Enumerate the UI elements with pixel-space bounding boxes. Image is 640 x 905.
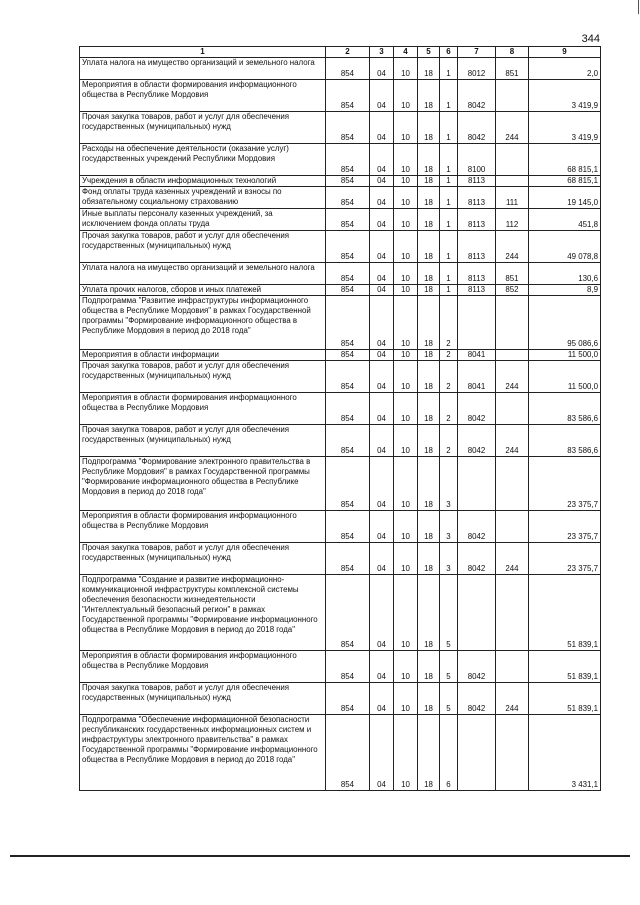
table-row xyxy=(80,511,601,543)
amount-cell: 3 419,9 xyxy=(529,80,601,112)
section-code-cell: 04 xyxy=(370,187,394,209)
item-name-cell: Фонд оплаты труда казенных учреждений и взносы по обязательному социальному страхованию xyxy=(80,187,326,209)
program-code-cell: 18 xyxy=(418,651,440,683)
corner-mark xyxy=(630,0,639,14)
item-name-cell: Уплата налога на имущество организаций и земельного налога xyxy=(80,263,326,285)
section-code-cell: 04 xyxy=(370,209,394,231)
table-row xyxy=(80,425,601,457)
item-name-cell: Прочая закупка товаров, работ и услуг для обеспечения государственных (муниципальных) нужд xyxy=(80,683,326,715)
header-cell: 6 xyxy=(440,47,458,58)
section-code-cell: 04 xyxy=(370,425,394,457)
expense-item-code-cell: 8113 xyxy=(458,187,496,209)
section-code-cell: 04 xyxy=(370,285,394,296)
budget-table xyxy=(79,46,601,791)
ministry-code-cell: 854 xyxy=(326,543,370,575)
table-row xyxy=(80,393,601,425)
program-code-cell: 18 xyxy=(418,715,440,791)
item-name-cell: Прочая закупка товаров, работ и услуг для обеспечения государственных (муниципальных) нужд xyxy=(80,112,326,144)
expense-type-code-cell: 244 xyxy=(496,112,529,144)
table-row xyxy=(80,176,601,187)
ministry-code-cell: 854 xyxy=(326,393,370,425)
section-code-cell: 04 xyxy=(370,457,394,511)
expense-item-code-cell: 8012 xyxy=(458,58,496,80)
table-body xyxy=(80,58,601,791)
section-code-cell: 04 xyxy=(370,361,394,393)
expense-type-code-cell: 244 xyxy=(496,231,529,263)
table-row xyxy=(80,350,601,361)
expense-type-code-cell: 852 xyxy=(496,285,529,296)
program-code-cell: 18 xyxy=(418,176,440,187)
subprogram-code-cell: 1 xyxy=(440,144,458,176)
program-code-cell: 18 xyxy=(418,543,440,575)
section-code-cell: 04 xyxy=(370,350,394,361)
item-name-cell: Учреждения в области информационных технологий xyxy=(80,176,326,187)
item-name-cell: Мероприятия в области формирования информационного общества в Республике Мордовия xyxy=(80,393,326,425)
subsection-code-cell: 10 xyxy=(394,457,418,511)
subsection-code-cell: 10 xyxy=(394,112,418,144)
amount-cell: 3 419,9 xyxy=(529,112,601,144)
expense-item-code-cell: 8042 xyxy=(458,393,496,425)
subsection-code-cell: 10 xyxy=(394,187,418,209)
item-name-cell: Прочая закупка товаров, работ и услуг для обеспечения государственных (муниципальных) нужд xyxy=(80,361,326,393)
expense-item-code-cell xyxy=(458,457,496,511)
amount-cell: 23 375,7 xyxy=(529,511,601,543)
amount-cell: 19 145,0 xyxy=(529,187,601,209)
section-code-cell: 04 xyxy=(370,575,394,651)
expense-item-code-cell: 8113 xyxy=(458,231,496,263)
expense-type-code-cell xyxy=(496,144,529,176)
ministry-code-cell: 854 xyxy=(326,683,370,715)
expense-item-code-cell xyxy=(458,715,496,791)
item-name-cell: Мероприятия в области формирования информационного общества в Республике Мордовия xyxy=(80,80,326,112)
table-row xyxy=(80,209,601,231)
expense-type-code-cell: 111 xyxy=(496,187,529,209)
program-code-cell: 18 xyxy=(418,231,440,263)
section-code-cell: 04 xyxy=(370,58,394,80)
subprogram-code-cell: 5 xyxy=(440,683,458,715)
expense-item-code-cell: 8113 xyxy=(458,209,496,231)
ministry-code-cell: 854 xyxy=(326,575,370,651)
expense-type-code-cell xyxy=(496,511,529,543)
program-code-cell: 18 xyxy=(418,296,440,350)
subsection-code-cell: 10 xyxy=(394,683,418,715)
item-name-cell: Прочая закупка товаров, работ и услуг для обеспечения государственных (муниципальных) нужд xyxy=(80,425,326,457)
section-code-cell: 04 xyxy=(370,683,394,715)
subsection-code-cell: 10 xyxy=(394,231,418,263)
header-cell: 4 xyxy=(394,47,418,58)
subsection-code-cell: 10 xyxy=(394,144,418,176)
expense-item-code-cell: 8042 xyxy=(458,511,496,543)
ministry-code-cell: 854 xyxy=(326,231,370,263)
ministry-code-cell: 854 xyxy=(326,112,370,144)
subprogram-code-cell: 2 xyxy=(440,425,458,457)
subsection-code-cell: 10 xyxy=(394,575,418,651)
subsection-code-cell: 10 xyxy=(394,285,418,296)
subprogram-code-cell: 3 xyxy=(440,511,458,543)
expense-type-code-cell xyxy=(496,296,529,350)
expense-item-code-cell: 8041 xyxy=(458,361,496,393)
expense-item-code-cell: 8100 xyxy=(458,144,496,176)
subprogram-code-cell: 1 xyxy=(440,285,458,296)
program-code-cell: 18 xyxy=(418,285,440,296)
amount-cell: 23 375,7 xyxy=(529,457,601,511)
program-code-cell: 18 xyxy=(418,58,440,80)
section-code-cell: 04 xyxy=(370,296,394,350)
ministry-code-cell: 854 xyxy=(326,715,370,791)
ministry-code-cell: 854 xyxy=(326,425,370,457)
expense-item-code-cell: 8042 xyxy=(458,80,496,112)
program-code-cell: 18 xyxy=(418,350,440,361)
expense-item-code-cell xyxy=(458,296,496,350)
expense-type-code-cell: 112 xyxy=(496,209,529,231)
ministry-code-cell: 854 xyxy=(326,263,370,285)
ministry-code-cell: 854 xyxy=(326,350,370,361)
expense-type-code-cell: 851 xyxy=(496,58,529,80)
header-cell: 3 xyxy=(370,47,394,58)
table-row xyxy=(80,285,601,296)
expense-item-code-cell: 8113 xyxy=(458,176,496,187)
table-row xyxy=(80,543,601,575)
expense-type-code-cell: 244 xyxy=(496,361,529,393)
amount-cell: 130,6 xyxy=(529,263,601,285)
subsection-code-cell: 10 xyxy=(394,651,418,683)
amount-cell: 11 500,0 xyxy=(529,361,601,393)
section-code-cell: 04 xyxy=(370,393,394,425)
subsection-code-cell: 10 xyxy=(394,209,418,231)
header-cell: 7 xyxy=(458,47,496,58)
subprogram-code-cell: 1 xyxy=(440,58,458,80)
program-code-cell: 18 xyxy=(418,144,440,176)
header-row xyxy=(80,47,601,58)
program-code-cell: 18 xyxy=(418,209,440,231)
footer-rule xyxy=(10,855,630,857)
item-name-cell: Иные выплаты персоналу казенных учреждений, за исключением фонда оплаты труда xyxy=(80,209,326,231)
ministry-code-cell: 854 xyxy=(326,187,370,209)
amount-cell: 3 431,1 xyxy=(529,715,601,791)
subprogram-code-cell: 2 xyxy=(440,393,458,425)
amount-cell: 68 815,1 xyxy=(529,176,601,187)
expense-type-code-cell xyxy=(496,457,529,511)
amount-cell: 51 839,1 xyxy=(529,651,601,683)
subprogram-code-cell: 5 xyxy=(440,575,458,651)
expense-type-code-cell xyxy=(496,575,529,651)
amount-cell: 51 839,1 xyxy=(529,575,601,651)
section-code-cell: 04 xyxy=(370,263,394,285)
expense-item-code-cell: 8113 xyxy=(458,285,496,296)
amount-cell: 2,0 xyxy=(529,58,601,80)
subsection-code-cell: 10 xyxy=(394,58,418,80)
item-name-cell: Подпрограмма "Формирование электронного правительства в Республике Мордовия" в рамках Государственной программы "Формирование информационного общества в Республике Мордовия в период до 2018 года" xyxy=(80,457,326,511)
table-row xyxy=(80,683,601,715)
expense-type-code-cell: 244 xyxy=(496,425,529,457)
subsection-code-cell: 10 xyxy=(394,361,418,393)
section-code-cell: 04 xyxy=(370,715,394,791)
program-code-cell: 18 xyxy=(418,575,440,651)
program-code-cell: 18 xyxy=(418,425,440,457)
subsection-code-cell: 10 xyxy=(394,80,418,112)
expense-type-code-cell xyxy=(496,176,529,187)
ministry-code-cell: 854 xyxy=(326,285,370,296)
table-row xyxy=(80,187,601,209)
expense-item-code-cell: 8042 xyxy=(458,425,496,457)
page-number: 344 xyxy=(581,33,600,45)
section-code-cell: 04 xyxy=(370,511,394,543)
amount-cell: 23 375,7 xyxy=(529,543,601,575)
subsection-code-cell: 10 xyxy=(394,393,418,425)
item-name-cell: Уплата прочих налогов, сборов и иных платежей xyxy=(80,285,326,296)
subprogram-code-cell: 3 xyxy=(440,543,458,575)
section-code-cell: 04 xyxy=(370,543,394,575)
expense-item-code-cell: 8042 xyxy=(458,543,496,575)
expense-item-code-cell: 8041 xyxy=(458,350,496,361)
amount-cell: 83 586,6 xyxy=(529,425,601,457)
expense-item-code-cell: 8113 xyxy=(458,263,496,285)
expense-type-code-cell: 244 xyxy=(496,543,529,575)
expense-type-code-cell xyxy=(496,651,529,683)
amount-cell: 8,9 xyxy=(529,285,601,296)
program-code-cell: 18 xyxy=(418,393,440,425)
subprogram-code-cell: 1 xyxy=(440,231,458,263)
ministry-code-cell: 854 xyxy=(326,296,370,350)
header-cell: 8 xyxy=(496,47,529,58)
table-row xyxy=(80,112,601,144)
program-code-cell: 18 xyxy=(418,187,440,209)
amount-cell: 451,8 xyxy=(529,209,601,231)
subprogram-code-cell: 1 xyxy=(440,176,458,187)
section-code-cell: 04 xyxy=(370,651,394,683)
table-row xyxy=(80,80,601,112)
subsection-code-cell: 10 xyxy=(394,715,418,791)
subsection-code-cell: 10 xyxy=(394,296,418,350)
section-code-cell: 04 xyxy=(370,144,394,176)
subprogram-code-cell: 5 xyxy=(440,651,458,683)
header-cell: 2 xyxy=(326,47,370,58)
item-name-cell: Расходы на обеспечение деятельности (оказание услуг) государственных учреждений Республики Мордовия xyxy=(80,144,326,176)
table-row xyxy=(80,263,601,285)
amount-cell: 83 586,6 xyxy=(529,393,601,425)
subsection-code-cell: 10 xyxy=(394,425,418,457)
item-name-cell: Подпрограмма "Развитие инфраструктуры информационного общества в Республике Мордовия" в рамках Государственной программы "Формирование информационного общества в Республике Мордовия в период до 2018 года" xyxy=(80,296,326,350)
program-code-cell: 18 xyxy=(418,263,440,285)
program-code-cell: 18 xyxy=(418,683,440,715)
subprogram-code-cell: 3 xyxy=(440,457,458,511)
table-row xyxy=(80,144,601,176)
ministry-code-cell: 854 xyxy=(326,361,370,393)
expense-type-code-cell: 244 xyxy=(496,683,529,715)
table-row xyxy=(80,361,601,393)
subprogram-code-cell: 6 xyxy=(440,715,458,791)
item-name-cell: Мероприятия в области информации xyxy=(80,350,326,361)
section-code-cell: 04 xyxy=(370,176,394,187)
expense-item-code-cell: 8042 xyxy=(458,651,496,683)
ministry-code-cell: 854 xyxy=(326,80,370,112)
amount-cell: 11 500,0 xyxy=(529,350,601,361)
subprogram-code-cell: 1 xyxy=(440,263,458,285)
section-code-cell: 04 xyxy=(370,112,394,144)
table-row xyxy=(80,575,601,651)
item-name-cell: Мероприятия в области формирования информационного общества в Республике Мордовия xyxy=(80,511,326,543)
ministry-code-cell: 854 xyxy=(326,511,370,543)
table-row xyxy=(80,715,601,791)
program-code-cell: 18 xyxy=(418,80,440,112)
item-name-cell: Прочая закупка товаров, работ и услуг для обеспечения государственных (муниципальных) нужд xyxy=(80,231,326,263)
section-code-cell: 04 xyxy=(370,80,394,112)
subsection-code-cell: 10 xyxy=(394,176,418,187)
expense-item-code-cell xyxy=(458,575,496,651)
subsection-code-cell: 10 xyxy=(394,350,418,361)
expense-type-code-cell xyxy=(496,393,529,425)
table-row xyxy=(80,651,601,683)
ministry-code-cell: 854 xyxy=(326,144,370,176)
expense-item-code-cell: 8042 xyxy=(458,112,496,144)
ministry-code-cell: 854 xyxy=(326,58,370,80)
amount-cell: 49 078,8 xyxy=(529,231,601,263)
header-cell: 1 xyxy=(80,47,326,58)
subprogram-code-cell: 2 xyxy=(440,296,458,350)
item-name-cell: Уплата налога на имущество организаций и земельного налога xyxy=(80,58,326,80)
item-name-cell: Мероприятия в области формирования информационного общества в Республике Мордовия xyxy=(80,651,326,683)
subprogram-code-cell: 1 xyxy=(440,112,458,144)
amount-cell: 51 839,1 xyxy=(529,683,601,715)
amount-cell: 95 086,6 xyxy=(529,296,601,350)
program-code-cell: 18 xyxy=(418,361,440,393)
expense-type-code-cell xyxy=(496,350,529,361)
program-code-cell: 18 xyxy=(418,457,440,511)
expense-type-code-cell xyxy=(496,80,529,112)
subprogram-code-cell: 2 xyxy=(440,361,458,393)
ministry-code-cell: 854 xyxy=(326,176,370,187)
table-row xyxy=(80,296,601,350)
subprogram-code-cell: 2 xyxy=(440,350,458,361)
subprogram-code-cell: 1 xyxy=(440,209,458,231)
table-row xyxy=(80,457,601,511)
ministry-code-cell: 854 xyxy=(326,457,370,511)
item-name-cell: Подпрограмма "Обеспечение информационной безопасности республиканских государственных информационных систем и инфраструктуры электронного правительства" в рамках Государственной программы "Формирование информационного общества в Республике Мордовия в период до 2018 года" xyxy=(80,715,326,791)
ministry-code-cell: 854 xyxy=(326,651,370,683)
subprogram-code-cell: 1 xyxy=(440,187,458,209)
expense-type-code-cell xyxy=(496,715,529,791)
expense-item-code-cell: 8042 xyxy=(458,683,496,715)
expense-type-code-cell: 851 xyxy=(496,263,529,285)
subprogram-code-cell: 1 xyxy=(440,80,458,112)
item-name-cell: Подпрограмма "Создание и развитие информационно-коммуникационной инфраструктуры комплексной системы обеспечения безопасности жизнедеятельности "Интеллектуальный безопасный регион" в рамках Государственной программы "Формирование информационного общества в Республике Мордовия в период до 2018 года" xyxy=(80,575,326,651)
table-row xyxy=(80,231,601,263)
item-name-cell: Прочая закупка товаров, работ и услуг для обеспечения государственных (муниципальных) нужд xyxy=(80,543,326,575)
header-cell: 5 xyxy=(418,47,440,58)
subsection-code-cell: 10 xyxy=(394,511,418,543)
subsection-code-cell: 10 xyxy=(394,543,418,575)
amount-cell: 68 815,1 xyxy=(529,144,601,176)
section-code-cell: 04 xyxy=(370,231,394,263)
table-row xyxy=(80,58,601,80)
ministry-code-cell: 854 xyxy=(326,209,370,231)
subsection-code-cell: 10 xyxy=(394,263,418,285)
header-cell: 9 xyxy=(529,47,601,58)
program-code-cell: 18 xyxy=(418,511,440,543)
program-code-cell: 18 xyxy=(418,112,440,144)
